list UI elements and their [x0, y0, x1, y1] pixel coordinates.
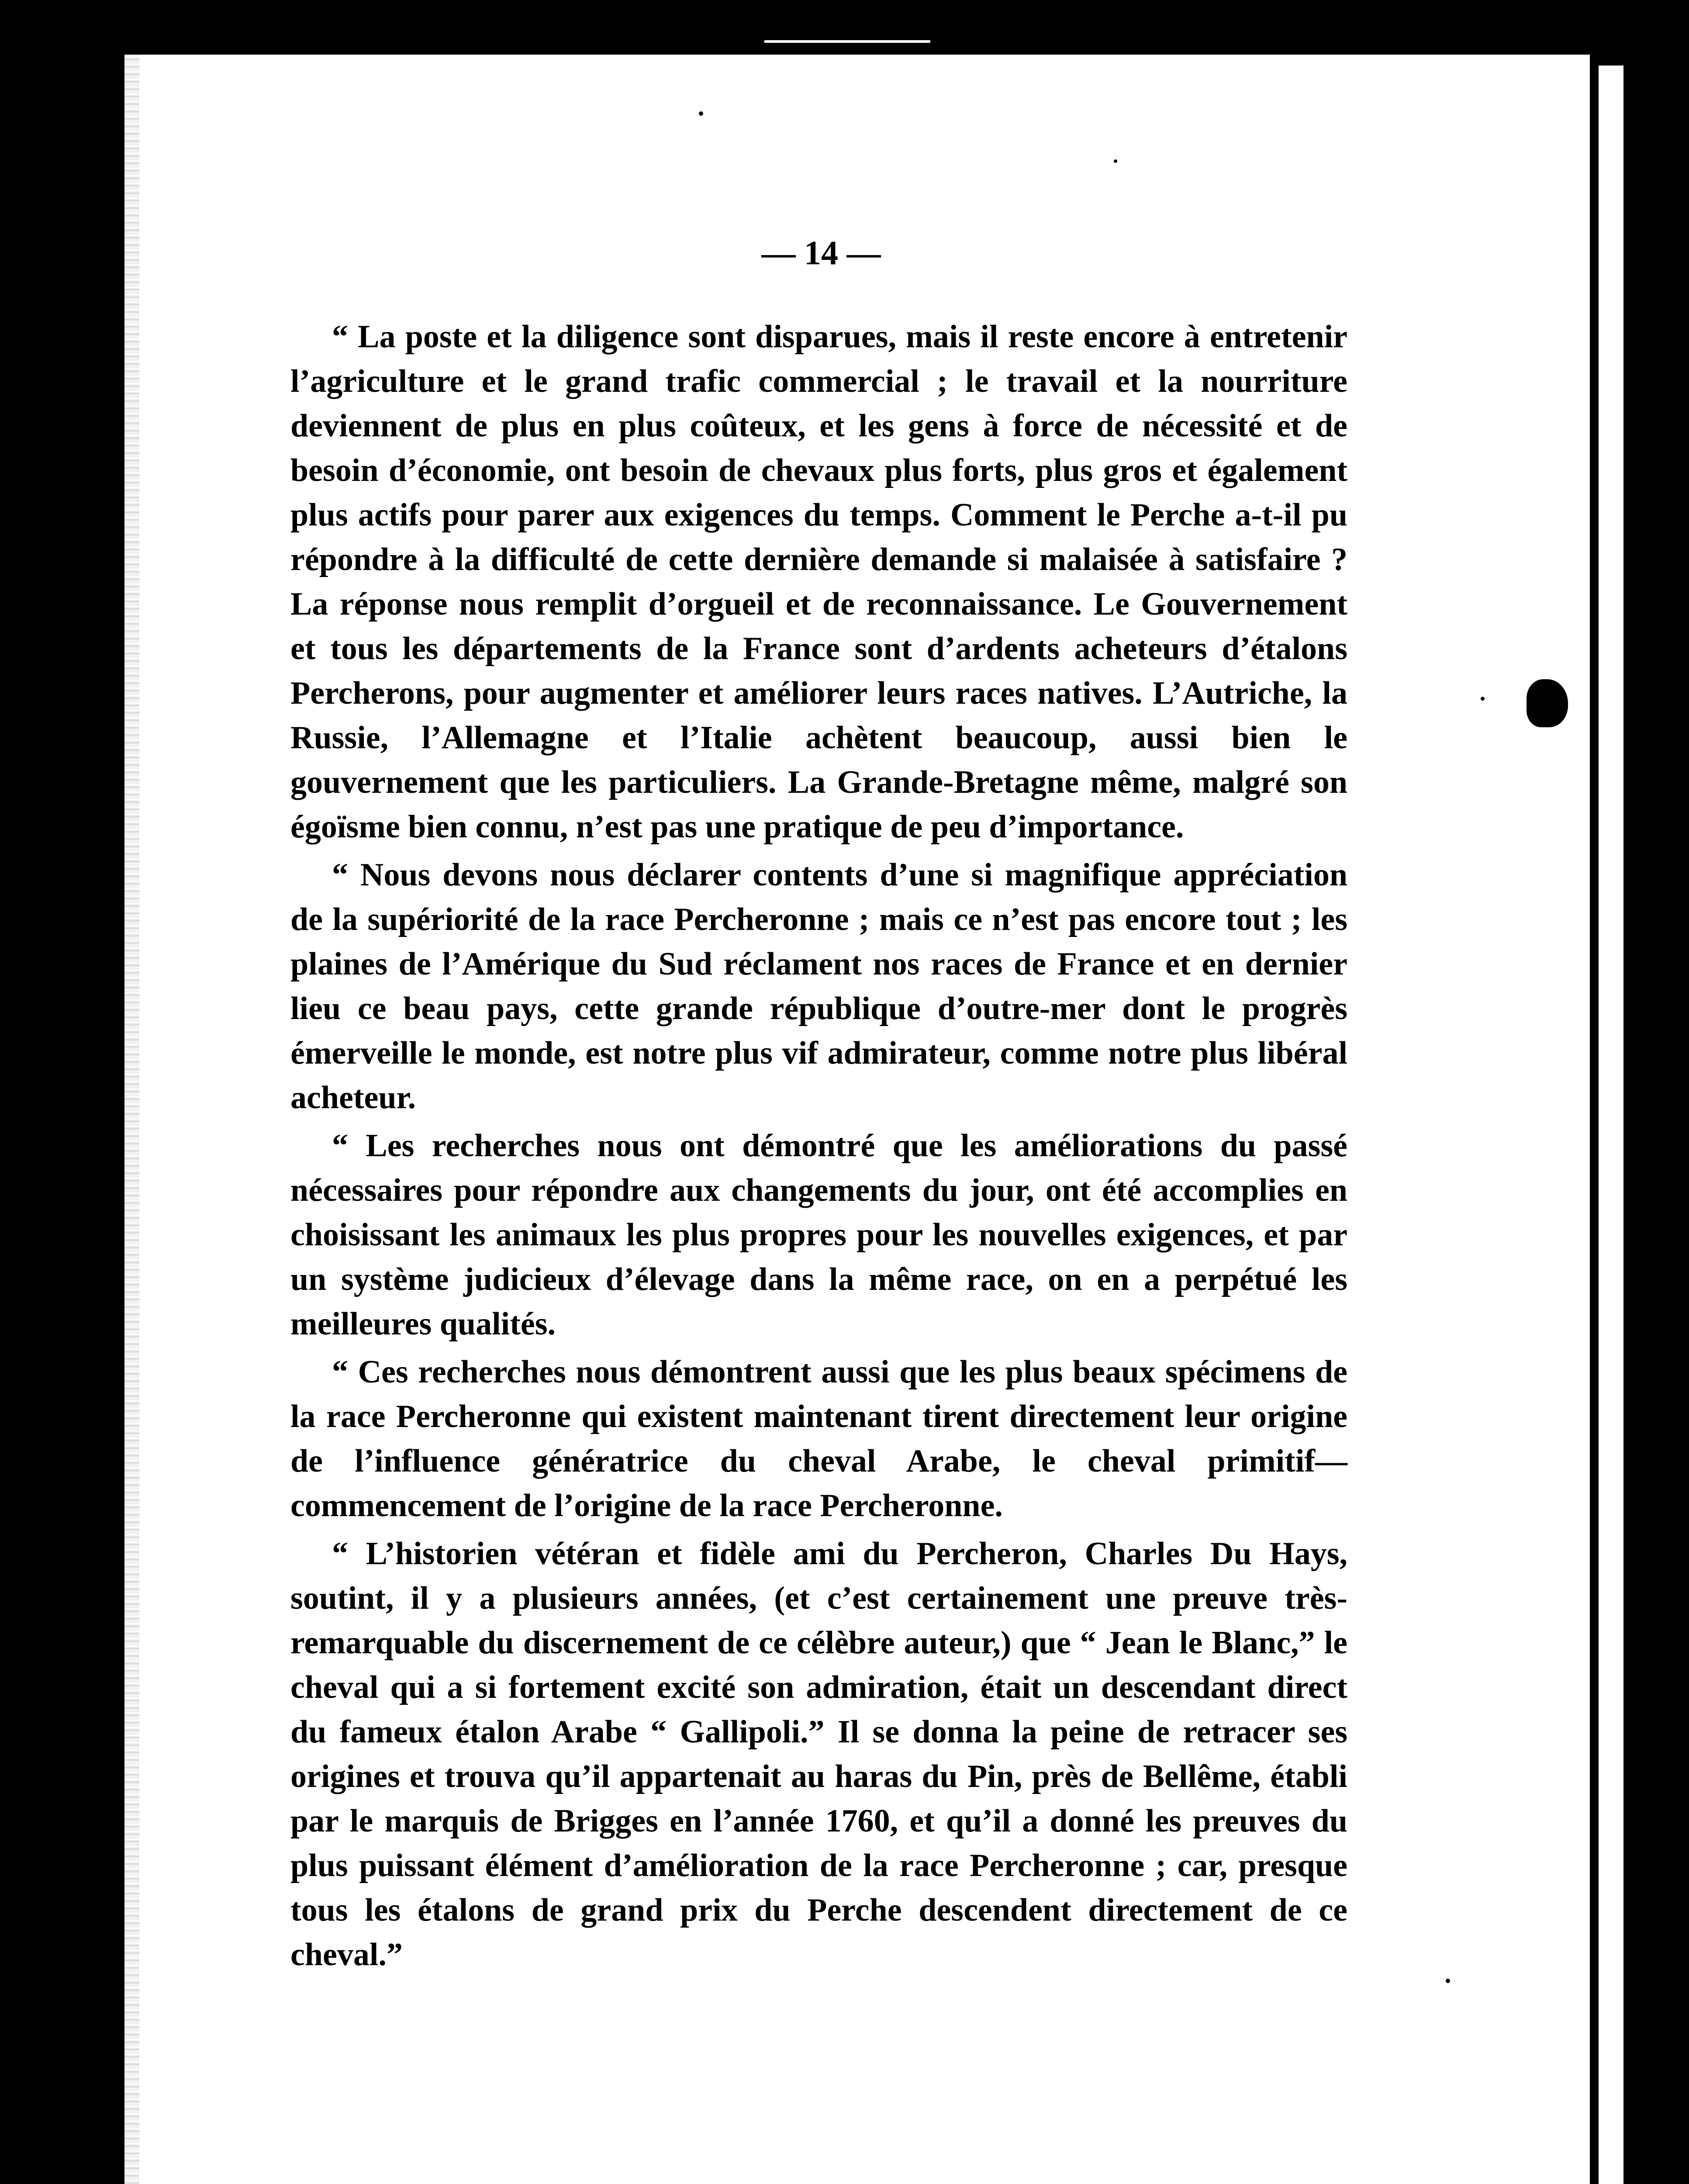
page-clip-mark [1527, 679, 1568, 727]
scan-top-mark [764, 40, 930, 43]
page-number: — 14 — [761, 234, 881, 272]
ink-speck [1481, 697, 1485, 701]
body-text [290, 314, 1347, 1980]
paragraph: “ Nous devons nous déclarer contents d’une si magnifique appréciation de la supériorité de la race Percheronne ; mais ce n’est pas encore tout ; les plaines de l’Amérique du Sud réclament nos races de France et en dernier lieu ce beau pays, cette grande république d’outre-mer dont le progrès émerveille le monde, est notre plus vif admirateur, comme notre plus libéral acheteur. [290, 857, 1347, 1116]
paragraph: “ Les recherches nous ont démontré que les améliorations du passé nécessaires pour répondre aux changements du jour, ont été accomplies en choisissant les animaux les plus propres pour les nouvelles exigences, et par un système judicieux d’élevage dans la même race, on en a perpétué les meilleures qualités. [290, 1128, 1347, 1342]
ink-speck [1114, 159, 1117, 163]
ink-speck [1634, 387, 1637, 390]
adjacent-page-edge [1599, 66, 1623, 2184]
ink-speck [699, 111, 703, 116]
ink-speck [1446, 1979, 1450, 1983]
paragraph: “ Ces recherches nous démontrent aussi que les plus beaux spécimens de la race Percheronne qui existent maintenant tirent directement leur origine de l’influence génératrice du cheval Arabe, le cheval primitif—commencement de l’origine de la race Percheronne. [290, 1354, 1347, 1524]
paragraph: “ La poste et la diligence sont disparues, mais il reste encore à entretenir l’agriculture et le grand trafic commercial ; le travail et la nourriture deviennent de plus en plus coûteux, et les gens à force de nécessité et de besoin d’économie, ont besoin de chevaux plus forts, plus gros et également plus actifs pour parer aux exigences du temps. Comment le Perche a-t-il pu répondre à la difficulté de cette dernière demande si malaisée à satisfaire ? La réponse nous remplit d’orgueil et de reconnaissance. Le Gouvernement et tous les départements de la France sont d’ardents acheteurs d’étalons Percherons, pour augmenter et améliorer leurs races natives. L’Autriche, la Russie, l’Allemagne et l’Italie achètent beaucoup, aussi bien le gouvernement que les particuliers. La Grande-Bretagne même, malgré son égoïsme bien connu, n’est pas une pratique de peu d’importance. [290, 319, 1347, 845]
page-binding-edge [124, 55, 139, 2184]
paragraph: “ L’historien vétéran et fidèle ami du Percheron, Charles Du Hays, soutint, il y a plusieurs années, (et c’est certainement une preuve très-remarquable du discernement de ce célèbre auteur,) que “ Jean le Blanc,” le cheval qui a si fortement excité son admiration, était un descendant direct du fameux étalon Arabe “ Gallipoli.” Il se donna la peine de retracer ses origines et trouva qu’il appartenait au haras du Pin, près de Bellême, établi par le marquis de Brigges en l’année 1760, et qu’il a donné les preuves du plus puissant élément d’amélioration de la race Percheronne ; car, presque tous les étalons de grand prix du Perche descendent directement de ce cheval.” [290, 1536, 1347, 1973]
